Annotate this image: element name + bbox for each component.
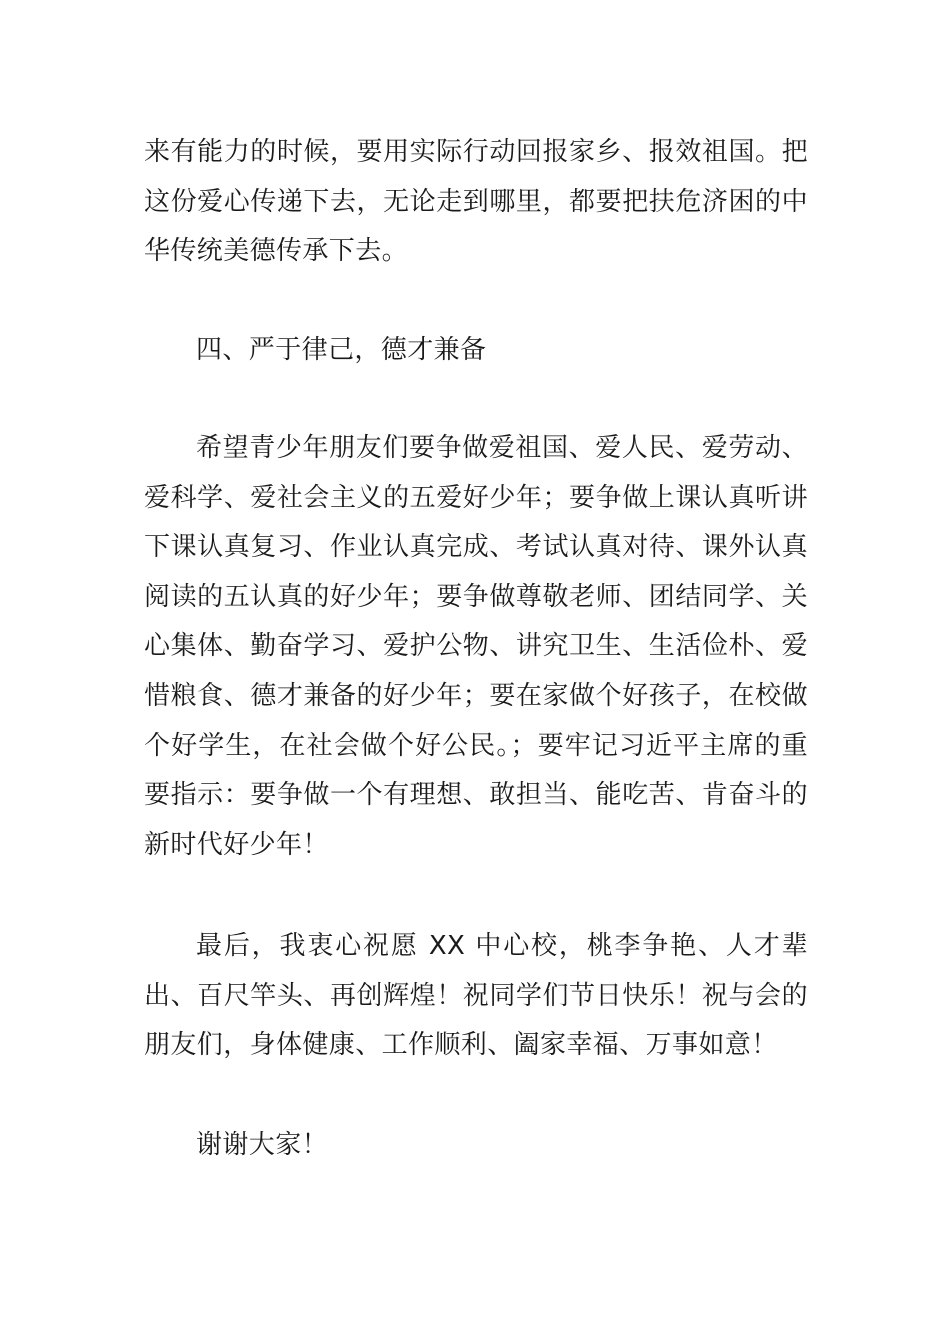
paragraph-hopes: 希望青少年朋友们要争做爱祖国、爱人民、爱劳动、爱科学、爱社会主义的五爱好少年；要争做上课认真听讲下课认真复习、作业认真完成、考试认真对待、课外认真阅读的五认真的好少年；要争做尊敬老师、团结同学、关心集体、勤奋学习、爱护公物、讲究卫生、生活俭朴、爱惜粮食、德才兼备的好少年；要在家做个好孩子，在校做个好学生，在社会做个好公民。；要牢记习近平主席的重要指示：要争做一个有理想、敢担当、能吃苦、肯奋斗的新时代好少年！ xyxy=(144,433,808,860)
paragraph-closing-wishes: 最后，我衷心祝愿 XX 中心校，桃李争艳、人才辈出、百尺竿头、再创辉煌！祝同学们节日快乐！祝与会的朋友们，身体健康、工作顺利、阖家幸福、万事如意！ xyxy=(144,931,808,1061)
section-heading: 四、严于律己，德才兼备 xyxy=(196,335,487,365)
paragraph-thanks: 谢谢大家！ xyxy=(196,1130,329,1160)
paragraph-continuation: 来有能力的时候，要用实际行动回报家乡、报效祖国。把这份爱心传递下去，无论走到哪里，都要把扶危济困的中华传统美德传承下去。 xyxy=(144,137,808,267)
